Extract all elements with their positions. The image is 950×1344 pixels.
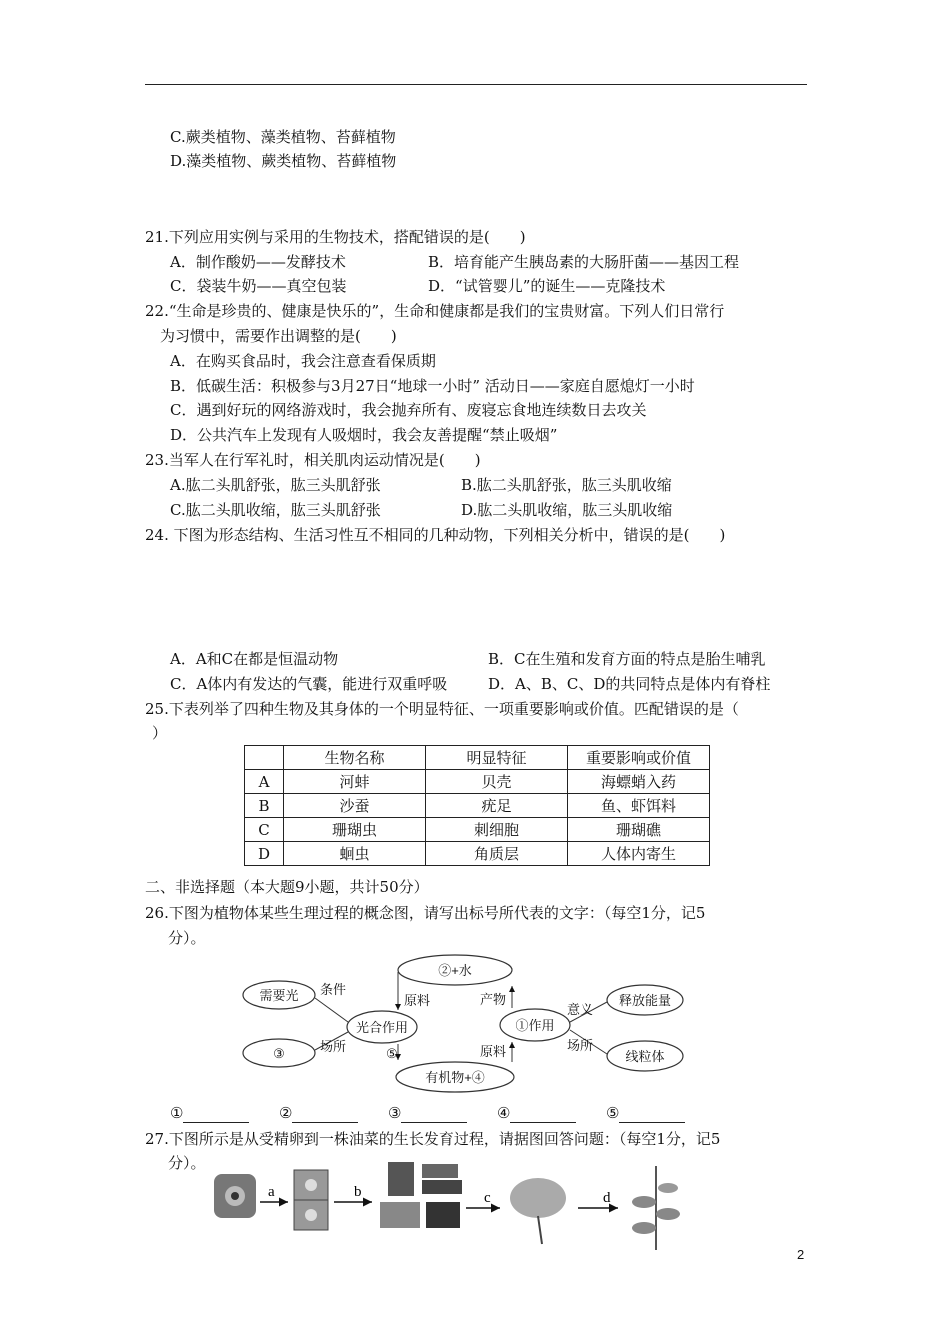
q23-option-c: C.肱二头肌收缩，肱三头肌舒张 [170,501,381,519]
table-cell: 人体内寄生 [568,842,710,866]
q21-option-d: D．“试管婴儿”的诞生——克隆技术 [428,277,666,295]
answer-blank-5[interactable] [606,1103,685,1123]
q22-option-d: D．公共汽车上发现有人吸烟时，我会友善提醒“禁止吸烟” [170,426,558,444]
blank-number: ⑤ [606,1104,620,1122]
label-d: d [603,1190,611,1206]
table-cell: 刺细胞 [426,818,568,842]
table-row [245,794,710,818]
section-2-heading: 二、非选择题（本大题9小题，共计50分） [145,878,429,896]
q24-option-b: B．C在生殖和发育方面的特点是胎生哺乳 [488,650,766,668]
tissue-image [388,1162,414,1196]
q25-stem-1: 25.下表列举了四种生物及其身体的一个明显特征、一项重要影响或价值。匹配错误的是（ [145,700,739,718]
bottom-node-label: 有机物+④ [425,1070,485,1085]
table-cell: 疣足 [426,794,568,818]
q21-stem: 21.下列应用实例与采用的生物技术，搭配错误的是( ) [145,228,526,246]
label-b: b [354,1184,362,1200]
table-header-row [245,746,710,770]
blank-number: ④ [497,1104,511,1122]
page-number: 2 [797,1247,805,1262]
place-left-label: 场所 [320,1039,347,1054]
q23-stem: 23.当军人在行军礼时，相关肌肉运动情况是( ) [145,451,481,469]
table-cell: 蛔虫 [284,842,426,866]
meaning-label: 意义 [567,1002,594,1017]
table-cell: 河蚌 [284,770,426,794]
plant-image [632,1166,680,1250]
respiration-label: ①作用 [515,1018,555,1033]
table-header-cell: 重要影响或价值 [568,746,710,770]
table-cell: 贝壳 [426,770,568,794]
q20-option-d: D.藻类植物、蕨类植物、苔藓植物 [170,152,397,170]
table-header-cell: 明显特征 [426,746,568,770]
table-cell: 珊瑚虫 [284,818,426,842]
q27-growth-images [210,1162,680,1254]
answer-blank-2[interactable] [279,1103,358,1123]
q22-stem-2: 为习惯中，需要作出调整的是( ) [160,327,397,345]
q22-stem-1: 22.“生命是珍贵的、健康是快乐的”，生命和健康都是我们的宝贵财富。下列人们日常行 [145,302,725,320]
q24-option-d: D．A、B、C、D的共同特点是体内有脊柱 [488,675,771,693]
place-right-label: 场所 [567,1038,594,1053]
q21-option-c: C．袋装牛奶——真空包装 [170,277,347,295]
q22-option-a: A．在购买食品时，我会注意查看保质期 [170,352,436,370]
label-c: c [484,1190,491,1206]
mitochondria-label: 线粒体 [625,1049,665,1064]
table-cell: 珊瑚礁 [568,818,710,842]
blank3-label: ③ [273,1046,285,1061]
q26-stem-1: 26.下图为植物体某些生理过程的概念图，请写出标号所代表的文字：（每空1分，记5 [145,904,706,922]
answer-blank-4[interactable] [497,1103,576,1123]
release-energy-label: 释放能量 [618,993,672,1008]
table-cell: D [245,842,284,866]
table-cell: A [245,770,284,794]
table-cell: 沙蚕 [284,794,426,818]
q22-option-c: C．遇到好玩的网络游戏时，我会抛弃所有、废寝忘食地连续数日去攻关 [170,401,647,419]
table-cell: B [245,794,284,818]
table-cell: C [245,818,284,842]
q26-concept-diagram [236,950,706,1096]
table-header-cell: 生物名称 [284,746,426,770]
blank-number: ③ [388,1104,402,1122]
table-row [245,842,710,866]
raw-right-label: 原料 [480,1044,507,1059]
condition-label: 条件 [320,982,347,997]
table-cell: 海螵蛸入药 [568,770,710,794]
blank-number: ① [170,1104,184,1122]
q25-table [244,745,710,866]
q24-stem: 24. 下图为形态结构、生活习性互不相同的几种动物，下列相关分析中，错误的是( ) [145,526,726,544]
flower-image [510,1178,566,1218]
need-light-label: 需要光 [259,988,299,1003]
q23-option-a: A.肱二头肌舒张，肱三头肌舒张 [170,476,381,494]
raw-left-label: 原料 [404,993,431,1008]
q23-option-d: D.肱二头肌收缩，肱三头肌收缩 [461,501,673,519]
top-node-label: ②+水 [438,963,472,978]
connector-line [315,998,348,1022]
q24-option-a: A．A和C在都是恒温动物 [170,650,339,668]
q21-option-a: A．制作酸奶——发酵技术 [170,253,346,271]
answer-blank-3[interactable] [388,1103,467,1123]
label-a: a [268,1184,275,1200]
q20-option-c: C.蕨类植物、藻类植物、苔藓植物 [170,128,396,146]
q22-option-b: B．低碳生活：积极参与3月27日“地球一小时” 活动日——家庭自愿熄灯一小时 [170,377,695,395]
q27-stem-1: 27.下图所示是从受精卵到一株油菜的生长发育过程，请据图回答问题：（每空1分，记5 [145,1130,721,1148]
q26-stem-2: 分）。 [168,929,206,947]
product-label: 产物 [480,992,507,1007]
table-row [245,818,710,842]
table-cell: 角质层 [426,842,568,866]
header-rule [145,84,807,85]
answer-blank-1[interactable] [170,1103,249,1123]
blank-number: ② [279,1104,293,1122]
q24-option-c: C．A体内有发达的气囊，能进行双重呼吸 [170,675,448,693]
table-cell: 鱼、虾饵料 [568,794,710,818]
q23-option-b: B.肱二头肌舒张，肱三头肌收缩 [461,476,672,494]
blank5-label: ⑤ [386,1046,398,1061]
table-row [245,770,710,794]
q21-option-b: B．培育能产生胰岛素的大肠肝菌——基因工程 [428,253,740,271]
q27-stem-2: 分）。 [168,1154,206,1172]
q25-stem-2: ） [152,724,168,742]
photosynthesis-label: 光合作用 [355,1020,409,1035]
table-header-cell [245,746,284,770]
